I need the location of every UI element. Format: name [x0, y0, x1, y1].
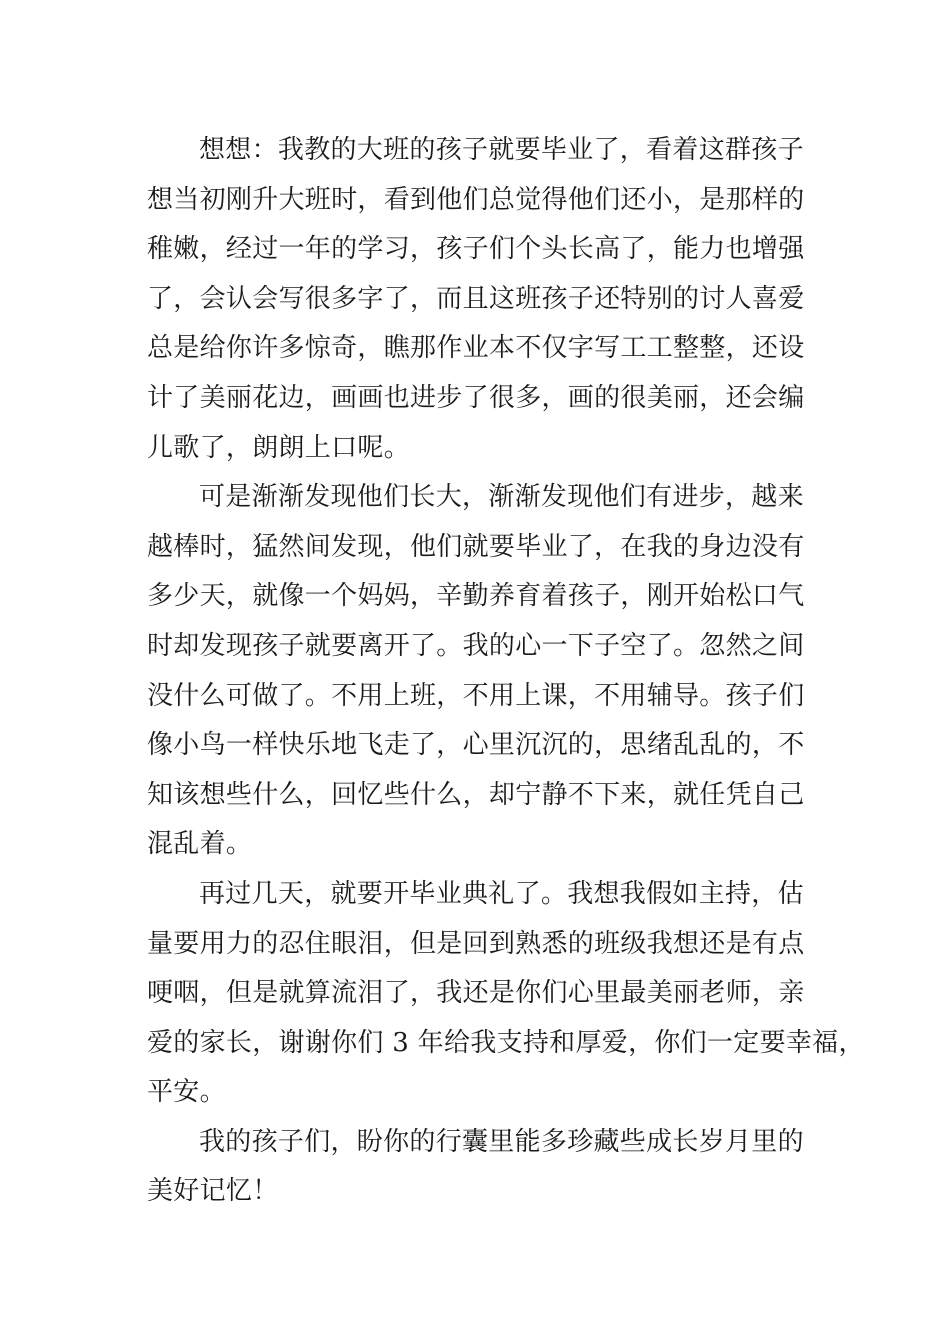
- text-line: 了，会认会写很多字了，而且这班孩子还特别的讨人喜爱: [147, 283, 805, 314]
- text-line: 想当初刚升大班时，看到他们总觉得他们还小，是那样的: [147, 184, 805, 215]
- text-line: 计了美丽花边，画画也进步了很多，画的很美丽，还会编: [147, 382, 805, 413]
- text-line: 想想：我教的大班的孩子就要毕业了，看着这群孩子: [199, 135, 804, 165]
- text-line: 没什么可做了。不用上班，不用上课，不用辅导。孩子们: [147, 680, 805, 711]
- text-line: 可是渐渐发现他们长大，渐渐发现他们有进步，越来: [199, 482, 804, 513]
- text-line: 多少天，就像一个妈妈，辛勤养育着孩子，刚开始松口气: [147, 581, 805, 612]
- text-line: 越棒时，猛然间发现，他们就要毕业了，在我的身边没有: [147, 531, 805, 562]
- text-line: 美好记忆！: [147, 1176, 279, 1207]
- paragraph-3: [147, 870, 865, 1118]
- text-line: 爱的家长，谢谢你们 3 年给我支持和厚爱，你们一定要幸福，: [147, 1027, 865, 1058]
- text-line: 混乱着。: [147, 829, 253, 860]
- text-line: 稚嫩，经过一年的学习，孩子们个头长高了，能力也增强: [147, 234, 805, 265]
- paragraph-2: [147, 473, 813, 870]
- document-body: [147, 126, 865, 1217]
- text-line: 平安。: [147, 1077, 226, 1108]
- text-line: 我的孩子们，盼你的行囊里能多珍藏些成长岁月里的: [199, 1126, 804, 1157]
- text-line: 时却发现孩子就要离开了。我的心一下子空了。忽然之间: [147, 630, 805, 661]
- text-line: 儿歌了，朗朗上口呢。: [147, 432, 411, 463]
- text-line: 知该想些什么，回忆些什么，却宁静不下来，就任凭自己: [147, 779, 805, 810]
- text-line: 量要用力的忍住眼泪，但是回到熟悉的班级我想还是有点: [147, 928, 805, 959]
- paragraph-1: [147, 126, 813, 473]
- paragraph-4: [147, 1118, 813, 1217]
- text-line: 哽咽，但是就算流泪了，我还是你们心里最美丽老师，亲: [147, 978, 805, 1009]
- text-line: 再过几天，就要开毕业典礼了。我想我假如主持，估: [199, 878, 804, 909]
- text-line: 总是给你许多惊奇，瞧那作业本不仅字写工工整整，还设: [147, 333, 805, 364]
- text-line: 像小鸟一样快乐地飞走了，心里沉沉的，思绪乱乱的，不: [147, 730, 805, 761]
